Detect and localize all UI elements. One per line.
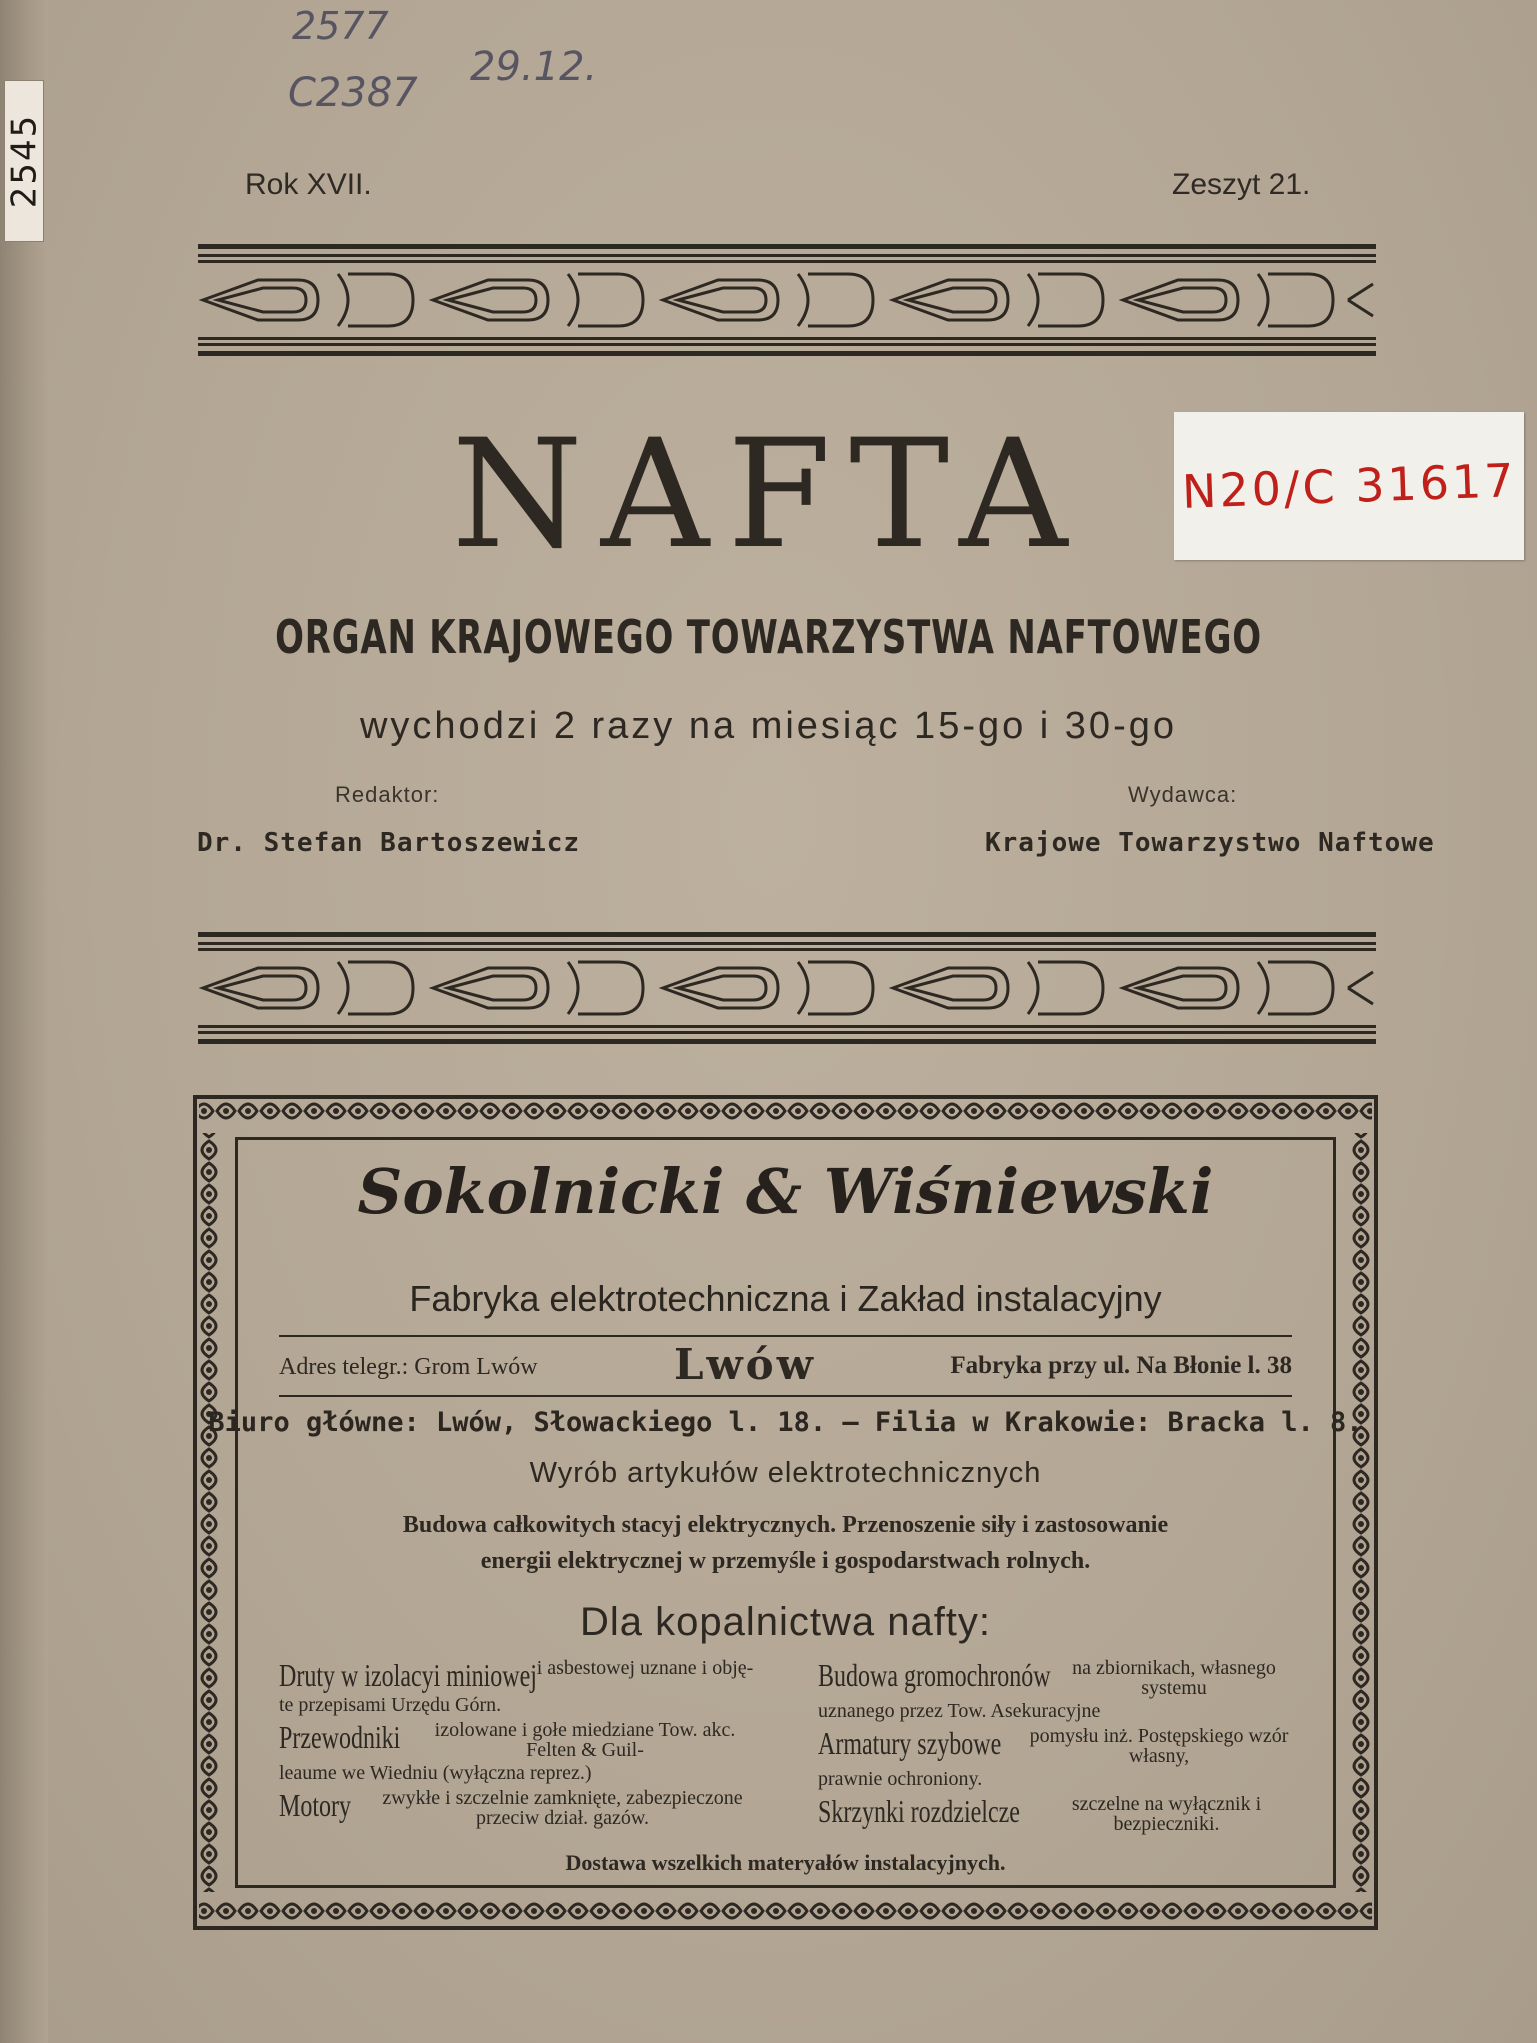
item-desc: i asbestowej uznane i obję- (536, 1657, 754, 1679)
item-name: Druty w izolacyi miniowej (279, 1657, 537, 1693)
editor-name: Dr. Stefan Bartoszewicz (197, 828, 581, 858)
book-spine (0, 0, 48, 2043)
advert-products: Wyrób artykułów elektrotechnicznych (529, 1457, 1042, 1489)
handwritten-catalog: C2387 (288, 70, 418, 116)
advert-construction-line: energii elektrycznej w przemyśle i gospodarstwach rolnych. (480, 1548, 1091, 1574)
rule (279, 1335, 1292, 1337)
spine-label (4, 80, 44, 242)
advert-mining-heading: Dla kopalnictwa nafty: (579, 1600, 992, 1644)
item-name: Przewodniki (279, 1719, 401, 1755)
editor-label: Redaktor: (335, 782, 440, 807)
library-stamp-text: N20/C 31617 (1180, 453, 1518, 519)
advert-construction-line: Budowa całkowitych stacyj elektrycznych. Przenoszenie siły i zastosowanie (402, 1512, 1169, 1538)
advert-left-column (279, 1658, 761, 1830)
handwritten-date: 29.12. (470, 44, 598, 90)
advert-factory: Fabryka przy ul. Na Błonie l. 38 (950, 1352, 1292, 1379)
item-continuation: leaume we Wiedniu (wyłączna reprez.) (279, 1762, 592, 1784)
advertisement (193, 1095, 1378, 1930)
issue-label: Zeszyt 21. (1172, 168, 1311, 201)
list-item (818, 1726, 1300, 1766)
rule (279, 1395, 1292, 1397)
handwritten-number: 2577 (292, 4, 389, 48)
item-desc: pomysłu inż. Postępskiego wzór własny, (1029, 1725, 1289, 1767)
masthead-title: NAFTA (451, 408, 1086, 582)
advert-address-row (279, 1340, 1292, 1392)
ornament-band-top (198, 244, 1376, 356)
advert-right-column (818, 1658, 1300, 1836)
list-item (818, 1658, 1300, 1698)
list-item (279, 1720, 761, 1760)
spine-number: 2545 (4, 113, 44, 209)
list-item (279, 1658, 761, 1692)
advert-city: Lwów (674, 1340, 816, 1389)
item-desc: zwykłe i szczelnie zamknięte, zabezpieczone przeciw dział. gazów. (382, 1787, 743, 1829)
advert-company: Sokolnicki & Wiśniewski (357, 1155, 1214, 1228)
item-continuation: prawnie ochroniony. (818, 1768, 983, 1790)
ornament-band-bottom (198, 932, 1376, 1044)
publisher-label: Wydawca: (1128, 782, 1238, 807)
advert-telegraph: Adres telegr.: Grom Lwów (279, 1354, 538, 1380)
item-continuation: te przepisami Urzędu Górn. (279, 1694, 502, 1716)
publisher-name: Krajowe Towarzystwo Naftowe (985, 828, 1435, 858)
item-continuation: uznanego przez Tow. Asekuracyjne (818, 1700, 1101, 1722)
advert-delivery: Dostawa wszelkich materyałów instalacyjnych. (565, 1850, 1006, 1875)
item-desc: izolowane i gołe miedziane Tow. akc. Felten & Guil- (434, 1719, 736, 1761)
list-item (818, 1794, 1300, 1834)
item-name: Motory (279, 1787, 351, 1823)
item-desc: na zbiornikach, własnego systemu (1072, 1657, 1276, 1699)
advert-tagline: Fabryka elektrotechniczna i Zakład instalacyjny (409, 1278, 1162, 1319)
masthead-subtitle: ORGAN KRAJOWEGO TOWARZYSTWA NAFTOWEGO (275, 610, 1262, 664)
list-item (279, 1788, 761, 1828)
publication-frequency: wychodzi 2 razy na miesiąc 15-go i 30-go (359, 705, 1177, 747)
item-name: Budowa gromochronów (818, 1657, 1051, 1693)
item-name: Armatury szybowe (818, 1725, 1002, 1761)
item-desc: szczelne na wyłącznik i bezpieczniki. (1071, 1793, 1262, 1835)
advert-construction (273, 1507, 1298, 1579)
year-label: Rok XVII. (245, 168, 372, 201)
item-name: Skrzynki rozdzielcze (818, 1793, 1020, 1829)
advert-offices: Biuro główne: Lwów, Słowackiego l. 18. — Filia w Krakowie: Bracka l. 8. (208, 1407, 1363, 1438)
